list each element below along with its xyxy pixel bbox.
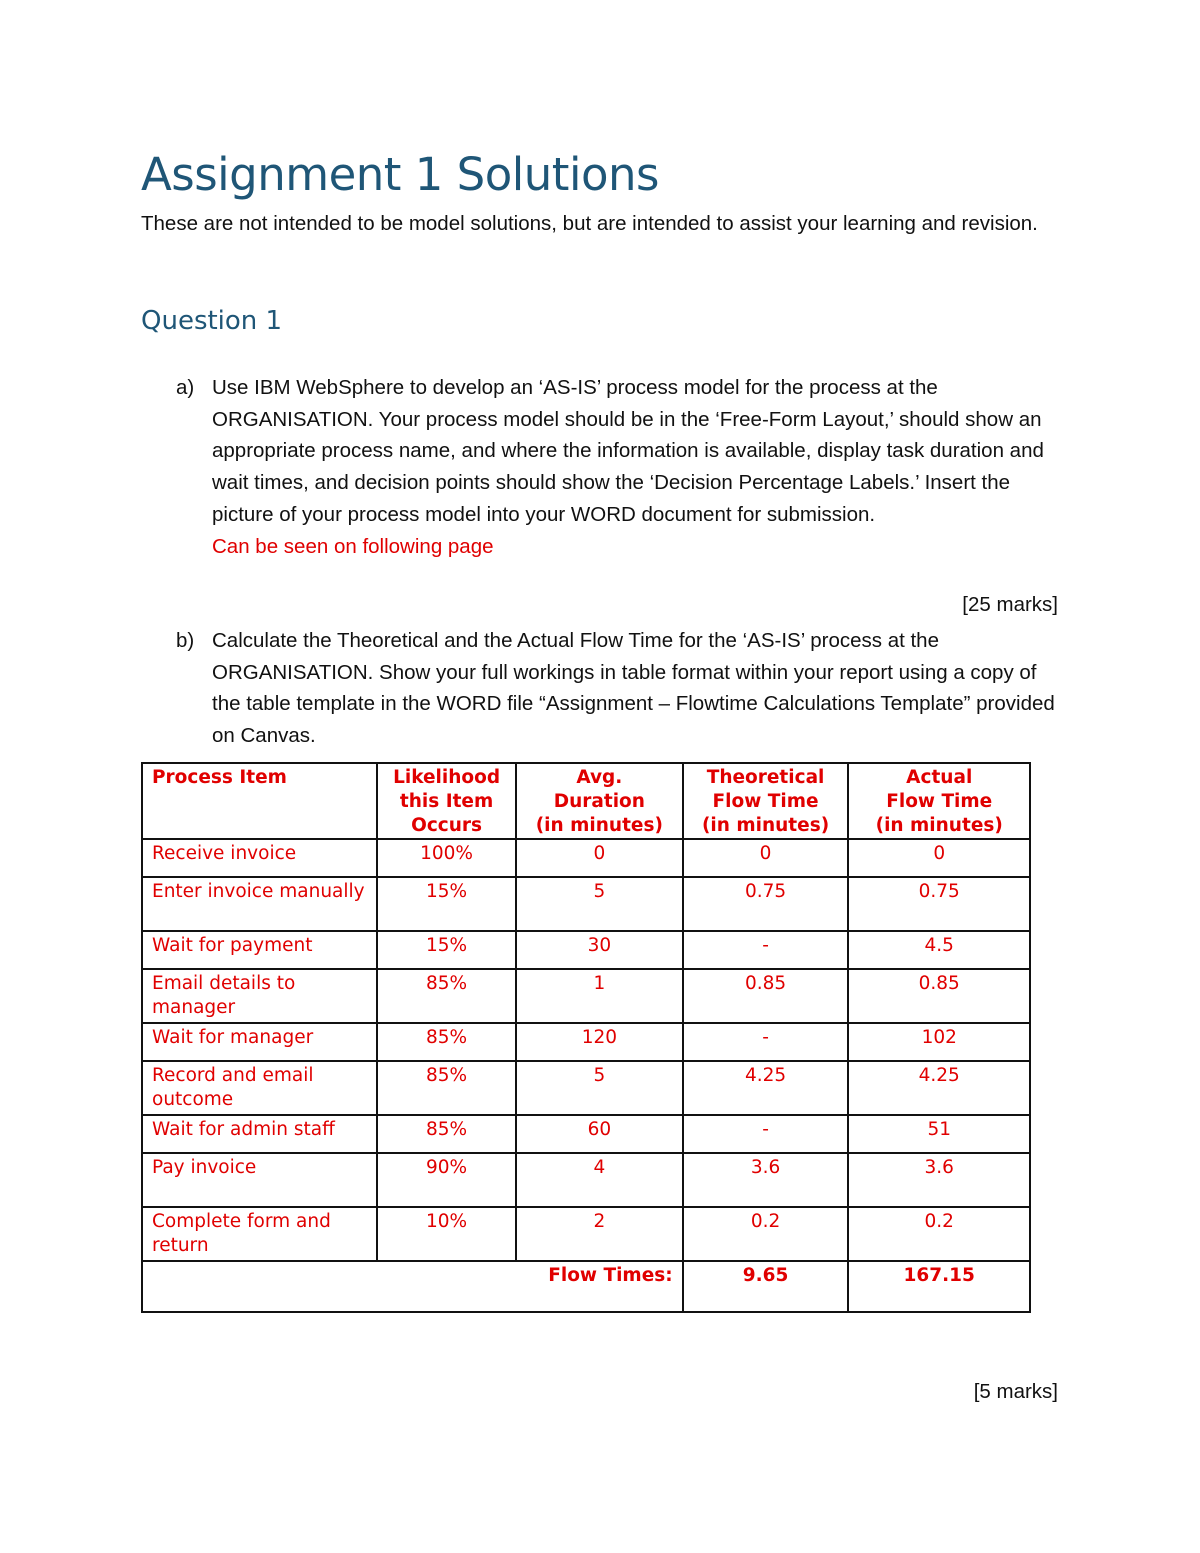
table-row [142,1115,1030,1153]
table-row [142,839,1030,877]
cell-duration: 5 [516,877,683,931]
part-a-answer: Can be seen on following page [212,534,494,558]
cell-theoretical: 0 [683,839,849,877]
table-row [142,931,1030,969]
part-b-text: Calculate the Theoretical and the Actual Flow Time for the ‘AS-IS’ process at the ORGANISATION. Show your full workings in table format within your report using a copy of the table template in the WORD file “Assignment – Flowtime Calculations Template” provided on Canvas. [212,629,1055,748]
cell-item: Receive invoice [142,839,377,877]
cell-item: Wait for admin staff [142,1115,377,1153]
header-line: this Item [399,791,494,812]
cell-duration: 0 [516,839,683,877]
cell-item: Pay invoice [142,1153,377,1207]
table-row [142,969,1030,1023]
part-a-letter: a) [176,376,195,399]
total-theoretical: 9.65 [683,1261,849,1312]
cell-likelihood: 15% [377,931,516,969]
cell-duration: 1 [516,969,683,1023]
page-title: Assignment 1 Solutions [141,148,659,201]
header-line: (in minutes) [535,815,663,836]
cell-actual: 0 [848,839,1030,877]
cell-actual: 0.75 [848,877,1030,931]
header-line: (in minutes) [701,815,830,836]
cell-likelihood: 15% [377,877,516,931]
header-process-item: Process Item [142,763,377,839]
cell-duration: 120 [516,1023,683,1061]
table-row [142,1061,1030,1115]
table-row [142,1153,1030,1207]
header-line: Flow Time [712,791,819,812]
table-row [142,1023,1030,1061]
flowtime-table [141,762,1031,1313]
cell-theoretical: 4.25 [683,1061,849,1115]
part-a-text: Use IBM WebSphere to develop an ‘AS-IS’ process model for the process at the ORGANISATION. Your process model should be in the ‘Free-Form Layout,’ should show an appropriate process name, and where the information is available, display task duration and wait times, and decision points should show the ‘Decision Percentage Labels.’ Insert the picture of your process model into your WORD document for submission. [212,376,1044,526]
part-b-letter: b) [176,629,195,652]
cell-actual: 0.2 [848,1207,1030,1261]
total-actual: 167.15 [848,1261,1030,1312]
cell-theoretical: - [683,1115,849,1153]
cell-item: Wait for payment [142,931,377,969]
flow-times-label: Flow Times: [142,1261,683,1312]
cell-actual: 51 [848,1115,1030,1153]
cell-theoretical: 0.75 [683,877,849,931]
table-row [142,1207,1030,1261]
header-line: Occurs [411,815,483,836]
cell-likelihood: 85% [377,1115,516,1153]
cell-actual: 102 [848,1023,1030,1061]
part-b [176,625,1056,752]
header-likelihood [377,763,516,839]
cell-duration: 60 [516,1115,683,1153]
cell-theoretical: - [683,931,849,969]
cell-likelihood: 90% [377,1153,516,1207]
header-line: Likelihood [393,767,501,788]
header-actual [848,763,1030,839]
header-line: Avg. [576,767,623,788]
cell-duration: 5 [516,1061,683,1115]
cell-item: Complete form and return [142,1207,377,1261]
cell-theoretical: 3.6 [683,1153,849,1207]
part-a-marks: [25 marks] [962,593,1058,616]
cell-actual: 3.6 [848,1153,1030,1207]
cell-actual: 4.5 [848,931,1030,969]
header-line: Flow Time [886,791,993,812]
cell-duration: 4 [516,1153,683,1207]
header-line: Duration [553,791,645,812]
cell-item: Enter invoice manually [142,877,377,931]
cell-item: Wait for manager [142,1023,377,1061]
cell-likelihood: 85% [377,1061,516,1115]
header-line: Actual [906,767,973,788]
cell-likelihood: 85% [377,1023,516,1061]
intro-paragraph: These are not intended to be model solutions, but are intended to assist your learning and revision. [141,212,1038,235]
cell-duration: 30 [516,931,683,969]
cell-actual: 0.85 [848,969,1030,1023]
header-theoretical [683,763,849,839]
table-total-row [142,1261,1030,1312]
table-header-row [142,763,1030,839]
cell-likelihood: 85% [377,969,516,1023]
cell-likelihood: 100% [377,839,516,877]
cell-theoretical: 0.85 [683,969,849,1023]
table-row [142,877,1030,931]
cell-theoretical: 0.2 [683,1207,849,1261]
cell-actual: 4.25 [848,1061,1030,1115]
cell-duration: 2 [516,1207,683,1261]
part-b-marks: [5 marks] [973,1380,1058,1403]
cell-item: Email details to manager [142,969,377,1023]
header-line: (in minutes) [875,815,1003,836]
part-a [176,372,1056,562]
header-duration [516,763,683,839]
cell-theoretical: - [683,1023,849,1061]
header-line: Theoretical [706,767,825,788]
cell-likelihood: 10% [377,1207,516,1261]
question-heading: Question 1 [141,306,283,336]
cell-item: Record and email outcome [142,1061,377,1115]
